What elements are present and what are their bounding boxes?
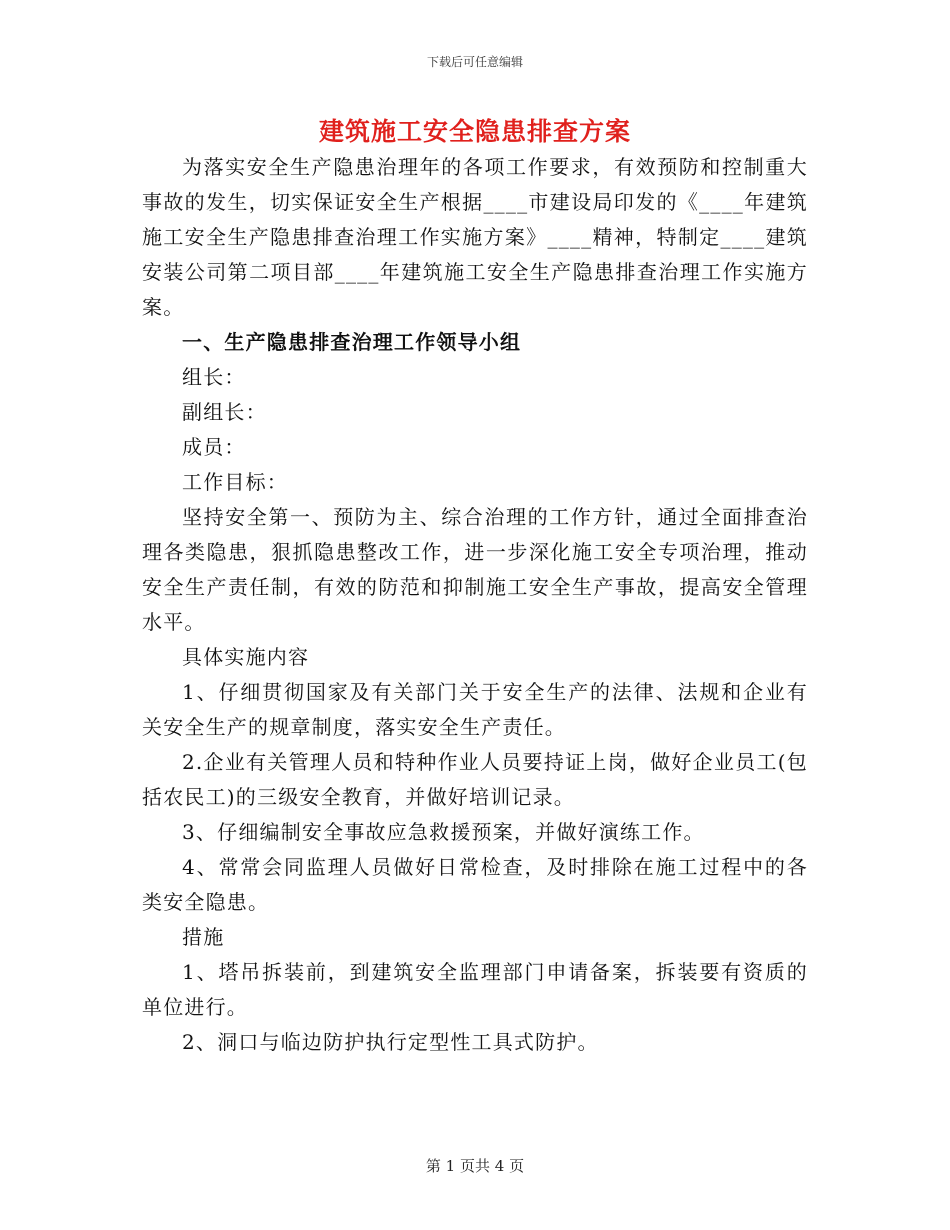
- document-body: [142, 150, 808, 1060]
- document-title: 建筑施工安全隐患排查方案: [318, 117, 631, 146]
- content-item-1: 1、仔细贯彻国家及有关部门关于安全生产的法律、法规和企业有关安全生产的规章制度，落实安全生产责任。: [142, 680, 808, 739]
- leader-line: 组长：: [182, 365, 246, 389]
- section-heading-leadership-group: 一、生产隐患排查治理工作领导小组: [182, 330, 522, 354]
- measure-item-1: 1、塔吊拆装前，到建筑安全监理部门申请备案，拆装要有资质的单位进行。: [142, 960, 808, 1019]
- content-item-3: 3、仔细编制安全事故应急救援预案，并做好演练工作。: [182, 820, 705, 844]
- members-line: 成员：: [182, 435, 246, 459]
- measures-label: 措施: [182, 925, 225, 949]
- vice-leader-line: 副组长：: [182, 400, 267, 424]
- header-note: 下载后可任意编辑: [426, 55, 523, 69]
- goal-paragraph: 坚持安全第一、预防为主、综合治理的工作方针，通过全面排查治理各类隐患，狠抓隐患整改工作，进一步深化施工安全专项治理，推动安全生产责任制，有效的防范和抑制施工安全生产事故，提高安全管理水平。: [142, 505, 808, 634]
- content-label: 具体实施内容: [182, 645, 310, 669]
- goal-label: 工作目标：: [182, 470, 288, 494]
- measure-item-2: 2、洞口与临边防护执行定型性工具式防护。: [182, 1030, 599, 1054]
- content-item-4: 4、常常会同监理人员做好日常检查，及时排除在施工过程中的各类安全隐患。: [142, 855, 808, 914]
- page-footer: 第 1 页共 4 页: [425, 1157, 525, 1175]
- intro-paragraph: 为落实安全生产隐患治理年的各项工作要求，有效预防和控制重大事故的发生，切实保证安全生产根据____市建设局印发的《____年建筑施工安全生产隐患排查治理工作实施方案》____精神，特制定____建筑安装公司第二项目部____年建筑施工安全生产隐患排查治理工作实施方案。: [142, 155, 808, 319]
- content-item-2: 2.企业有关管理人员和特种作业人员要持证上岗，做好企业员工(包括农民工)的三级安全教育，并做好培训记录。: [142, 750, 808, 809]
